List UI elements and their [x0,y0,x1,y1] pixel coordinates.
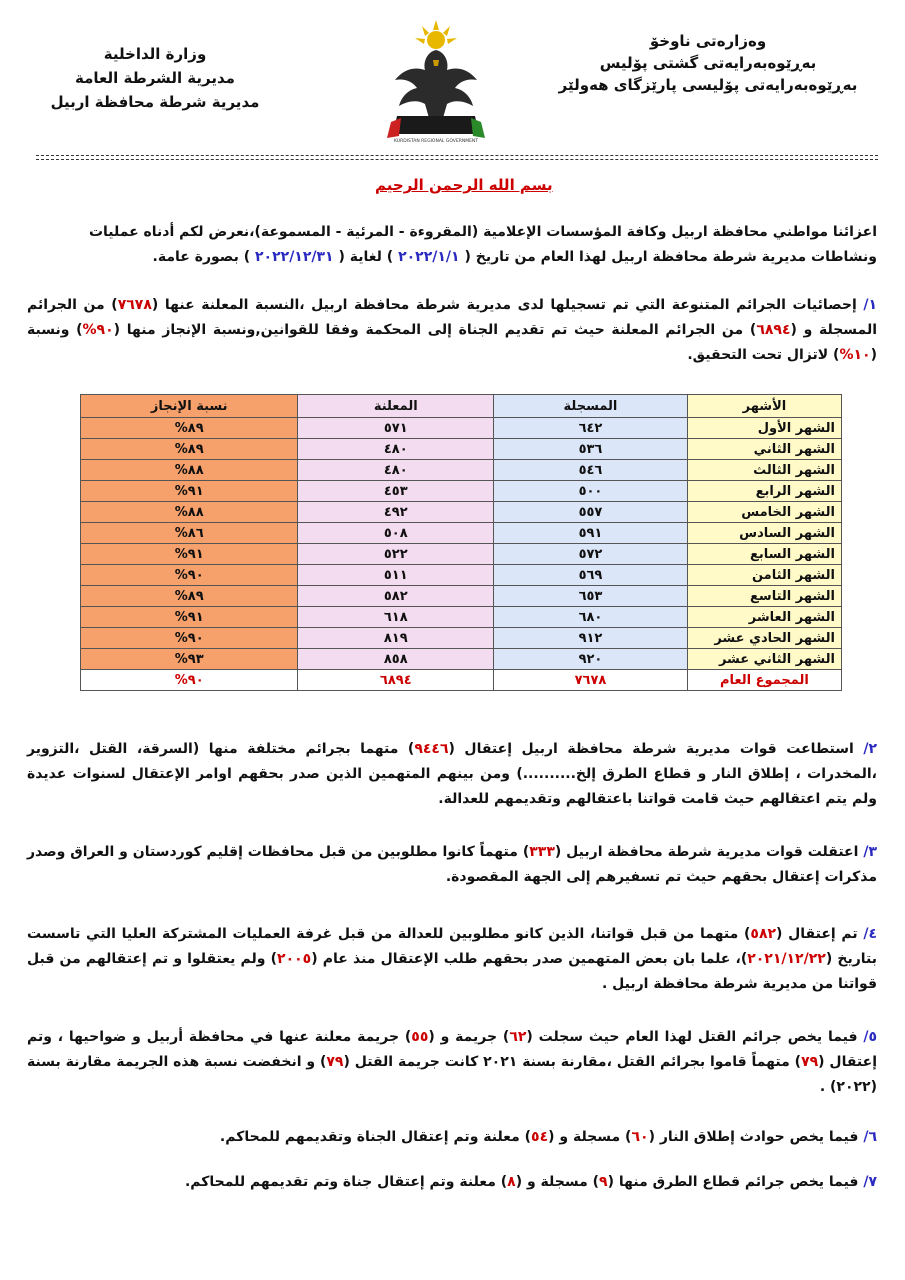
paragraph-3 [27,840,877,890]
table-row [81,502,842,523]
month-cell: الشهر السابع [687,544,841,565]
paragraph-5 [27,1025,877,1100]
completion-rate-value: ٩٠% [82,322,114,338]
registered-cell: ٥٠٠ [494,481,688,502]
announced-cell: ٥٨٢ [298,586,494,607]
paragraph-1-text-e: ) لاتزال تحت التحقيق. [687,347,840,363]
paragraph-5-text-d: ) متهماً قاموا بجرائم القتل ،مقارنة بسنة ٢٠٢١ كانت جريمة القتل ( [343,1054,802,1070]
paragraph-5-text-a: فيما يخص جرائم القتل لهذا العام حيث سجلت ( [526,1029,864,1045]
intro-date-from: ٢٠٢٢/١/١ [398,249,460,265]
month-cell: الشهر الثالث [687,460,841,481]
registered-cell: ٦٥٣ [494,586,688,607]
registered-cell: ٥٤٦ [494,460,688,481]
registered-cell: ٥٩١ [494,523,688,544]
header-announced: المعلنة [298,395,494,418]
header-arabic-line-3: مديرية شرطة محافظة اربيل [50,93,260,111]
header-month: الأشهر [687,395,841,418]
paragraph-7-text-b: ) مسجلة و ( [515,1174,600,1190]
registered-cell: ٦٤٢ [494,418,688,439]
month-cell: الشهر الحادي عشر [687,628,841,649]
murders-2021-value: ٧٩ [326,1054,344,1070]
paragraph-3-text-b: ) متهماً كانوا مطلوبين من قبل محافظات إقليم كوردستان و العراق وصدر مذكرات إعتقال بحقهم حيث تم تسفيرهم إلى الجهة المقصودة. [27,844,877,885]
month-cell: الشهر التاسع [687,586,841,607]
rate-cell: ٨٨% [81,502,298,523]
registered-cell: ٦٨٠ [494,607,688,628]
intro-line-2c: ) بصورة عامة. [152,249,256,265]
rate-cell: ٩٣% [81,649,298,670]
paragraph-6-text-a: فيما يخص حوادث إطلاق النار ( [648,1129,864,1145]
rate-cell: ٩١% [81,544,298,565]
rate-cell: ٨٩% [81,439,298,460]
rate-cell: ٨٨% [81,460,298,481]
paragraph-1-text-d: ) ونسبة ( [27,322,877,363]
month-cell: الشهر الثاني [687,439,841,460]
total-label: المجموع العام [687,670,841,691]
rate-cell: ٩٠% [81,628,298,649]
paragraph-2-text-a: استطاعت قوات مديرية شرطة محافظة اربيل إعتقال ( [448,741,864,757]
paragraph-2-text-b: ) متهما بجرائم مختلفة منها (السرقة، القتل ،التزوير ،المخدرات ، إطلاق النار و قطاع الطرق إلخ..........) ومن بينهم المتهمين الذين صدر بحقهم اوامر الإعتقال لسنوات عديدة ولم يتم اعتقالهم حيث قامت قواتنا باعتقالهم وتقديمهم للعدالة. [27,741,877,807]
rate-cell: ٩٠% [81,565,298,586]
table-total-row [81,670,842,691]
header-kurdish-line-1: وەزارەتی ناوخۆ [649,32,767,50]
arrests-total-value: ٩٤٤٦ [414,741,449,757]
paragraph-5-text-e: ) و انخفضت نسبة هذه الجريمة مقارنة بسنة (٢٠٢٢) . [27,1054,877,1095]
announced-cell: ٤٨٠ [298,460,494,481]
month-cell: الشهر الأول [687,418,841,439]
emblem-caption: KURDISTAN REGIONAL GOVERNMENT [393,139,479,144]
table-row [81,481,842,502]
paragraph-7-text-c: ) معلنة وتم إعتقال جناة وتم تقديمهم للمحاكم. [184,1174,508,1190]
header-arabic [40,42,270,114]
krg-eagle-emblem-icon [377,18,495,146]
table-row [81,607,842,628]
header-kurdish [543,30,873,96]
bismillah: بسم الله الرحمن الرحيم [375,176,553,194]
header-registered: المسجلة [494,395,688,418]
registered-cell: ٥٦٩ [494,565,688,586]
intro-line-2b: ) لغاية ( [333,249,399,265]
announced-cell: ٨١٩ [298,628,494,649]
table-header-row [81,395,842,418]
header-arabic-line-1: وزارة الداخلية [103,45,207,63]
paragraph-7 [27,1170,877,1195]
robbery-registered-value: ٩ [599,1174,608,1190]
announced-cell: ٥٢٢ [298,544,494,565]
paragraph-4-text-b: ) متهما من قبل قواتنا، الذين كانو مطلوبين للعدالة من قبل غرفة العمليات المشتركة العليا التي تاسست بتاريخ ( [27,926,877,967]
paragraph-6 [27,1125,877,1150]
paragraph-3-number: ٣/ [863,844,877,860]
paragraph-3-text-a: اعتقلت قوات مديرية شرطة محافظة اربيل ( [554,844,864,860]
rate-cell: ٨٩% [81,418,298,439]
paragraph-2 [27,737,877,812]
header-rate: نسبة الإنجاز [81,395,298,418]
table-row [81,523,842,544]
header-divider [36,155,878,165]
intro-line-1: اعزائنا مواطني محافظة اربيل وكافة المؤسسات الإعلامية (المقروءة - المرئية - المسموعة)،نعرض لكم أدناه عمليات [88,224,877,240]
total-announced: ٦٨٩٤ [298,670,494,691]
paragraph-4-text-a: تم إعتقال ( [776,926,864,942]
announced-cell: ٨٥٨ [298,649,494,670]
header-kurdish-line-2: بەڕێوەبەرایەتی گشتی پۆلیس [599,54,817,72]
paragraph-5-number: ٥/ [863,1029,878,1045]
announced-cell: ٦١٨ [298,607,494,628]
total-rate: ٩٠% [81,670,298,691]
table-row [81,586,842,607]
header-arabic-line-2: مديرية الشرطة العامة [75,69,235,87]
rate-cell: ٩١% [81,481,298,502]
paragraph-6-number: ٦/ [863,1129,877,1145]
robbery-announced-value: ٨ [507,1174,516,1190]
under-investigation-rate-value: ١٠% [839,347,871,363]
registered-cell: ٥٧٢ [494,544,688,565]
paragraph-1-text-b: ) من الجرائم المسجلة و ( [27,297,877,338]
announced-cell: ٥٧١ [298,418,494,439]
month-cell: الشهر الثاني عشر [687,649,841,670]
announced-cell: ٤٨٠ [298,439,494,460]
paragraph-4 [27,922,877,997]
paragraph-7-text-a: فيما يخص جرائم قطاع الطرق منها ( [607,1174,864,1190]
announced-cell: ٥١١ [298,565,494,586]
paragraph-6-text-b: ) مسجلة و ( [548,1129,632,1145]
rate-cell: ٩١% [81,607,298,628]
paragraph-1-number: ١/ [863,297,877,313]
month-cell: الشهر السادس [687,523,841,544]
intro-paragraph [27,220,877,270]
announced-total-value: ٦٨٩٤ [756,322,791,338]
monthly-statistics-table [80,394,842,691]
paragraph-7-number: ٧/ [863,1174,877,1190]
registered-cell: ٩١٢ [494,628,688,649]
murders-announced-value: ٥٥ [411,1029,429,1045]
announced-cell: ٤٩٢ [298,502,494,523]
table-row [81,418,842,439]
paragraph-4-text-c: )، علما بان بعض المتهمين صدر بحقهم طلب الإعتقال منذ عام ( [311,951,748,967]
header-kurdish-line-3: بەڕێوەبەرایەتی پۆلیسی پارێزگای هەولێر [558,76,858,94]
paragraph-4-text-d: ) ولم يعتقلوا و تم إعتقالهم من قبل قواتنا من مديرية شرطة محافظة اربيل . [27,951,877,992]
table-row [81,628,842,649]
paragraph-5-text-b: ) جريمة و ( [428,1029,510,1045]
table-row [81,460,842,481]
month-cell: الشهر الخامس [687,502,841,523]
table-row [81,649,842,670]
table-row [81,439,842,460]
paragraph-5-text-c: ) جريمة معلنة عنها في محافظة أربيل و ضواحيها ، وتم إعتقال ( [27,1029,877,1070]
registered-cell: ٥٣٦ [494,439,688,460]
paragraph-1-text-c: ) من الجرائم المعلنة حيث تم تقديم الجناة إلى المحكمة وفقا للقوانين,ونسبة الإنجاز منها ( [113,322,757,338]
shootings-announced-value: ٥٤ [531,1129,549,1145]
paragraph-6-text-c: ) معلنة وتم إعتقال الجناة وتقديمهم للمحاكم. [219,1129,532,1145]
table-row [81,565,842,586]
paragraph-4-number: ٤/ [863,926,877,942]
paragraph-1-text-a: إحصائيات الجرائم المتنوعة التي تم تسجيلها لدى مديرية شرطة محافظة اربيل ،النسبة المعلنة عنها ( [151,297,864,313]
total-registered: ٧٦٧٨ [494,670,688,691]
murders-registered-value: ٦٢ [509,1029,527,1045]
murder-suspects-value: ٧٩ [801,1054,819,1070]
rate-cell: ٨٩% [81,586,298,607]
month-cell: الشهر الرابع [687,481,841,502]
intro-line-2a: ونشاطات مديرية شرطة محافظة اربيل لهذا العام من تاريخ ( [459,249,877,265]
shootings-registered-value: ٦٠ [631,1129,649,1145]
month-cell: الشهر الثامن [687,565,841,586]
joint-ops-arrests-value: ٥٨٢ [750,926,777,942]
paragraph-1 [27,293,877,368]
announced-cell: ٤٥٣ [298,481,494,502]
registered-cell: ٩٢٠ [494,649,688,670]
registered-total-value: ٧٦٧٨ [117,297,152,313]
announced-cell: ٥٠٨ [298,523,494,544]
wanted-arrests-value: ٣٣٣ [529,844,555,860]
intro-date-to: ٢٠٢٢/١٢/٣١ [255,249,334,265]
rate-cell: ٨٦% [81,523,298,544]
paragraph-2-number: ٢/ [863,741,878,757]
month-cell: الشهر العاشر [687,607,841,628]
warrant-year-value: ٢٠٠٥ [277,951,312,967]
joint-ops-date-value: ٢٠٢١/١٢/٢٢ [747,951,826,967]
registered-cell: ٥٥٧ [494,502,688,523]
table-row [81,544,842,565]
